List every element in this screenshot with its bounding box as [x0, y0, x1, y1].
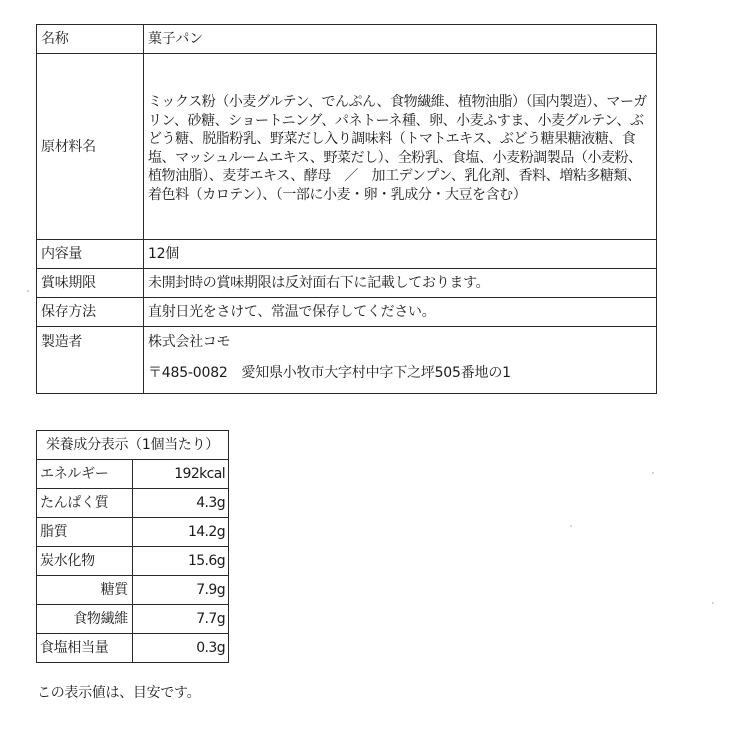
label-key-storage: 保存方法 — [37, 298, 144, 327]
nutrition-row-sugar — [37, 576, 229, 605]
label-key-ingredients: 原材料名 — [37, 54, 144, 240]
scan-speck — [712, 602, 714, 604]
nutrient-value: 7.9g — [133, 576, 229, 605]
nutrient-name: 糖質 — [37, 576, 133, 605]
label-key-manufacturer: 製造者 — [37, 327, 144, 394]
scan-speck — [27, 290, 29, 292]
nutrition-row-dietary-fiber — [37, 605, 229, 634]
label-row-storage — [37, 298, 657, 327]
manufacturer-name: 株式会社コモ — [148, 334, 231, 350]
nutrient-value: 0.3g — [133, 634, 229, 663]
scan-speck — [652, 472, 654, 474]
nutrient-value: 192kcal — [133, 460, 229, 489]
nutrient-name: 脂質 — [37, 518, 133, 547]
nutrition-row-energy — [37, 460, 229, 489]
label-row-ingredients — [37, 54, 657, 240]
nutrition-facts-table — [36, 430, 229, 663]
label-key-content-amount: 内容量 — [37, 240, 144, 269]
ingredients-text: ミックス粉（小麦グルテン、でんぷん、食物繊維、植物油脂）（国内製造）、マーガリン、砂糖、ショートニング、パネトーネ種、卵、小麦ふすま、小麦グルテン、ぶどう糖、脱脂粉乳、野菜だし入り調味料（トマトエキス、ぶどう糖果糖液糖、食塩、マッシュルームエキス、野菜だし）、全粉乳、食塩、小麦粉調製品（小麦粉、植物油脂）、麦芽エキス、酵母 ／ 加工デンプン、乳化剤、香料、増粘多糖類、着色料（カロテン）、（一部に小麦・卵・乳成分・大豆を含む） — [148, 94, 647, 203]
nutrient-value: 14.2g — [133, 518, 229, 547]
nutrition-row-protein — [37, 489, 229, 518]
label-row-content-amount — [37, 240, 657, 269]
nutrition-row-salt-equivalent — [37, 634, 229, 663]
nutrient-name: たんぱく質 — [37, 489, 133, 518]
scan-speck — [570, 525, 572, 527]
label-value-best-before: 未開封時の賞味期限は反対面右下に記載しております。 — [144, 269, 657, 298]
nutrient-value: 15.6g — [133, 547, 229, 576]
nutrient-value: 4.3g — [133, 489, 229, 518]
nutrition-header-row — [37, 431, 229, 460]
nutrient-name: エネルギー — [37, 460, 133, 489]
nutrition-row-fat — [37, 518, 229, 547]
label-value-ingredients — [144, 54, 657, 240]
nutrition-row-carbohydrate — [37, 547, 229, 576]
nutrition-footnote: この表示値は、目安です。 — [37, 685, 201, 701]
product-label-table — [36, 24, 657, 394]
label-row-best-before — [37, 269, 657, 298]
nutrient-name: 食物繊維 — [37, 605, 133, 634]
label-row-name — [37, 25, 657, 54]
nutrient-name: 食塩相当量 — [37, 634, 133, 663]
nutrient-value: 7.7g — [133, 605, 229, 634]
label-key-best-before: 賞味期限 — [37, 269, 144, 298]
label-value-name: 菓子パン — [144, 25, 657, 54]
label-row-manufacturer — [37, 327, 657, 394]
label-value-content-amount: 12個 — [144, 240, 657, 269]
nutrition-header: 栄養成分表示（1個当たり） — [37, 431, 229, 460]
label-value-manufacturer — [144, 327, 657, 394]
manufacturer-address: 〒485-0082 愛知県小牧市大字村中字下之坪505番地の1 — [148, 365, 511, 381]
nutrient-name: 炭水化物 — [37, 547, 133, 576]
label-value-storage: 直射日光をさけて、常温で保存してください。 — [144, 298, 657, 327]
label-key-name: 名称 — [37, 25, 144, 54]
